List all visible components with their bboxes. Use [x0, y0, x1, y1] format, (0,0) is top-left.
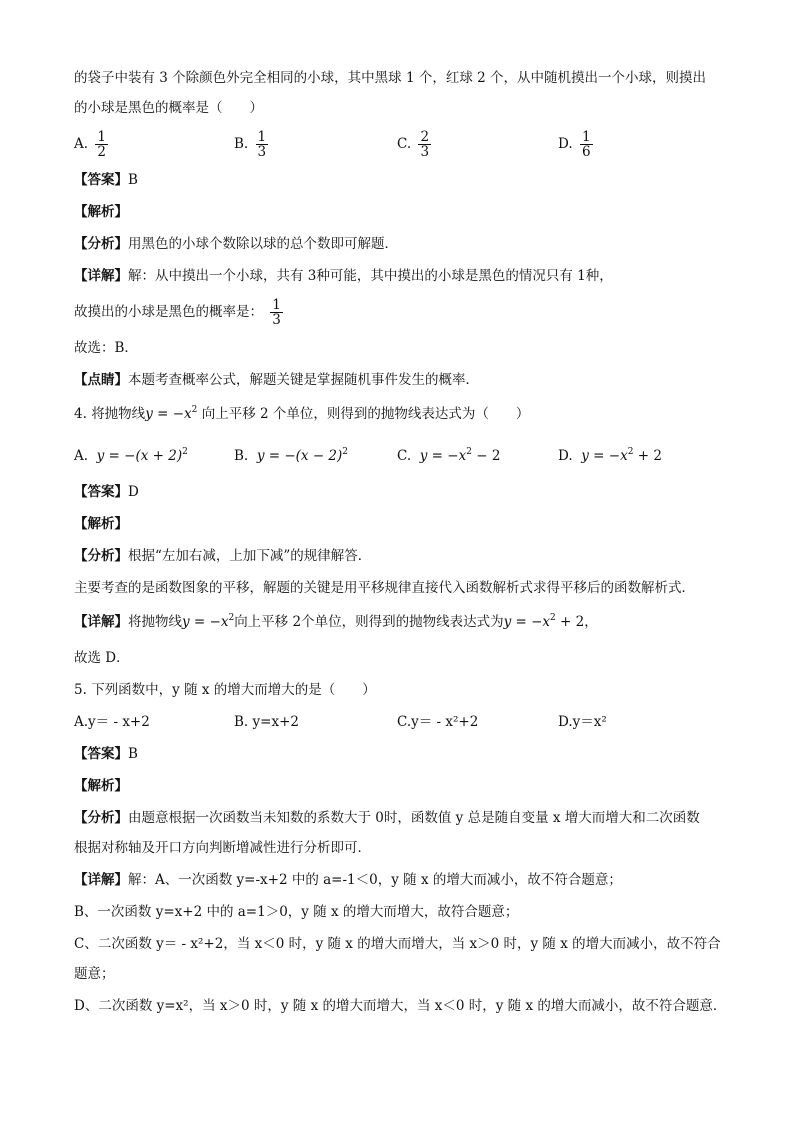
- q4-detail: 【详解】将抛物线$y = -x^2$向上平移 2个单位，则得到的抛物线表达式为$y = -x^2 + 2$，: [74, 613, 598, 630]
- q3-option-b: B. $\frac{1}{3}$: [234, 129, 267, 160]
- fraction: $\frac{1}{2}$: [97, 129, 106, 160]
- q5-detail-b: B、一次函数 y=x+2 中的 a=1＞0，y 随 x 的增大而增大，故符合题意；: [74, 904, 519, 920]
- q4-option-d: D. $y = -x^2 + 2$: [558, 447, 662, 464]
- q3-option-d: D. $\frac{1}{6}$: [558, 129, 591, 160]
- q5-stem: 5. 下列函数中，y 随 x 的增大而增大的是（ ）: [74, 682, 376, 698]
- q3-stem-line1: 的袋子中装有 3 个除颜色外完全相同的小球，其中黑球 1 个，红球 2 个，从中随机摸出一个小球，则摸出: [74, 70, 707, 86]
- q5-option-d: D.y＝x²: [558, 714, 607, 730]
- q5-option-b: B. y=x+2: [234, 714, 299, 730]
- q4-choose: 故选 D．: [74, 650, 130, 666]
- q5-detail-d: D、二次函数 y=x²，当 x＞0 时，y 随 x 的增大而增大，当 x＜0 时，y 随 x 的增大而减小，故不符合题意．: [74, 998, 727, 1014]
- q5-option-a: A.y＝ - x+2: [74, 714, 150, 730]
- q5-detail-c1: C、二次函数 y＝ - x²+2，当 x＜0 时，y 随 x 的增大而增大，当 x＞0 时，y 随 x 的增大而减小，故不符合: [74, 936, 721, 952]
- q5-detail-c2: 题意；: [74, 966, 115, 982]
- q4-fenxi: 【分析】根据“左加右减，上加下减”的规律解答．: [74, 548, 372, 564]
- fraction: $\frac{1}{3}$: [257, 129, 267, 160]
- q5-detail-a: 【详解】解：A、一次函数 y=-x+2 中的 a=-1＜0，y 随 x 的增大而减小，故不符合题意；: [74, 872, 622, 888]
- q3-option-a: A. $\frac{1}{2}$: [74, 129, 106, 160]
- q4-answer: 【答案】D: [74, 484, 139, 500]
- q4-analysis-tag: 【解析】: [74, 516, 128, 532]
- q5-option-c: C.y＝ - x²+2: [397, 714, 479, 730]
- q4-option-a: A. $y = -(x + 2)^2$: [74, 447, 188, 464]
- q3-choose: 故选：B．: [74, 340, 138, 356]
- q3-detail: 【详解】解：从中摸出一个小球，共有 3种可能，其中摸出的小球是黑色的情况只有 1种，: [74, 268, 613, 284]
- q5-analysis-tag: 【解析】: [74, 778, 128, 794]
- q5-fenxi-2: 根据对称轴及开口方向判断增减性进行分析即可．: [74, 840, 371, 856]
- q3-option-c: C. $\frac{2}{3}$: [397, 129, 430, 160]
- q3-stem-line2: 的小球是黑色的概率是（ ）: [74, 100, 263, 116]
- q5-fenxi-1: 【分析】由题意根据一次函数当未知数的系数大于 0时，函数值 y 总是随自变量 x 增大而增大和二次函数: [74, 810, 700, 826]
- q3-answer: 【答案】B: [74, 172, 138, 188]
- q4-option-b: B. $y = -(x - 2)^2$: [234, 447, 349, 464]
- fraction: $\frac{1}{6}$: [581, 129, 591, 160]
- q4-main: 主要考查的是函数图象的平移，解题的关键是用平移规律直接代入函数解析式求得平移后的函数解析式．: [74, 580, 695, 596]
- q4-option-c: C. $y = -x^2 - 2$: [397, 447, 501, 464]
- fraction: $\frac{2}{3}$: [420, 129, 430, 160]
- q3-dianjing: 【点睛】本题考查概率公式，解题关键是掌握随机事件发生的概率．: [74, 372, 479, 388]
- q3-detail-2: 故摸出的小球是黑色的概率是： $\frac{1}{3}$: [74, 297, 281, 328]
- q5-answer: 【答案】B: [74, 746, 138, 762]
- q3-fenxi: 【分析】用黑色的小球个数除以球的总个数即可解题．: [74, 236, 398, 252]
- q3-analysis-tag: 【解析】: [74, 204, 128, 220]
- q4-stem: 4. 将抛物线$y = -x^2$ 向上平移 2 个单位，则得到的抛物线表达式为（ ）: [74, 405, 530, 422]
- fraction: $\frac{1}{3}$: [272, 297, 281, 328]
